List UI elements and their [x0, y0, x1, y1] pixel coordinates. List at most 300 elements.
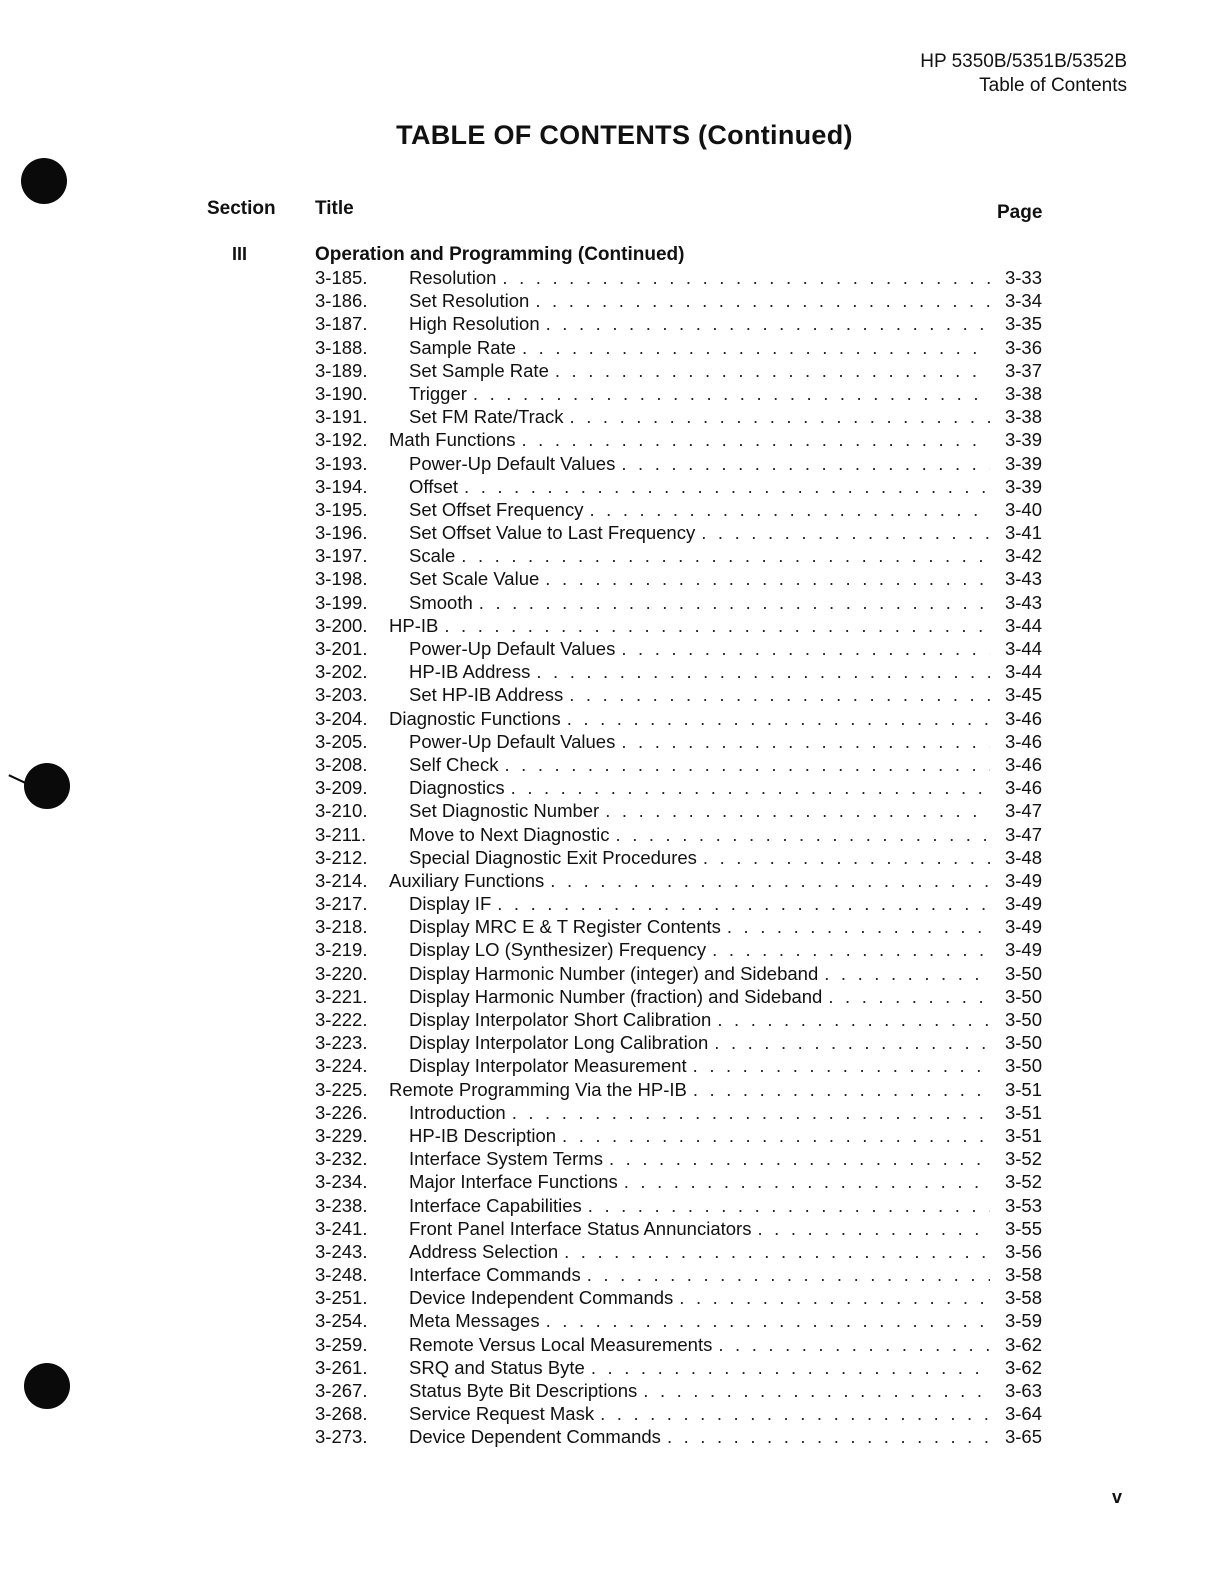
- toc-entry-number: 3-229.: [315, 1124, 368, 1146]
- toc-entry[interactable]: [315, 382, 1042, 405]
- toc-entry-page: 3-43: [1004, 568, 1042, 590]
- toc-entry-title: Auxiliary Functions: [389, 869, 545, 891]
- toc-entry-title: Power-Up Default Values: [409, 730, 616, 752]
- toc-entry-page: 3-62: [1004, 1333, 1042, 1355]
- leader-dots: [605, 799, 990, 822]
- toc-entry-page: 3-39: [1004, 429, 1042, 451]
- toc-entry-page: 3-53: [1004, 1194, 1042, 1216]
- toc-entry-title: Set Resolution: [409, 290, 530, 312]
- toc-entry-page: 3-47: [1004, 823, 1042, 845]
- toc-entry-body: [409, 962, 1042, 985]
- toc-entry[interactable]: [315, 567, 1042, 590]
- leader-dots: [701, 521, 990, 544]
- toc-entry[interactable]: [315, 1101, 1042, 1124]
- toc-entry-page: 3-48: [1004, 846, 1042, 868]
- toc-entry-number: 3-208.: [315, 753, 368, 775]
- toc-entry-body: [409, 915, 1042, 938]
- toc-entry[interactable]: [315, 846, 1042, 869]
- toc-entry-body: [409, 544, 1042, 567]
- leader-dots: [550, 869, 990, 892]
- header-doc-section: Table of Contents: [979, 75, 1127, 96]
- toc-entry-title: Special Diagnostic Exit Procedures: [409, 846, 697, 868]
- leader-dots: [624, 1170, 990, 1193]
- toc-entry-page: 3-50: [1004, 1055, 1042, 1077]
- toc-entry-number: 3-223.: [315, 1032, 368, 1054]
- toc-entry-page: 3-44: [1004, 614, 1042, 636]
- toc-entry-title: Diagnostics: [409, 777, 505, 799]
- toc-entry[interactable]: [315, 1147, 1042, 1170]
- leader-dots: [444, 614, 990, 637]
- toc-entry-number: 3-251.: [315, 1287, 368, 1309]
- toc-entry-number: 3-194.: [315, 475, 368, 497]
- toc-entry[interactable]: [315, 823, 1042, 846]
- toc-entry[interactable]: [315, 428, 1042, 451]
- leader-dots: [588, 1194, 990, 1217]
- toc-entry-title: Smooth: [409, 591, 473, 613]
- toc-entry-body: [409, 359, 1042, 382]
- toc-entry-title: Move to Next Diagnostic: [409, 823, 610, 845]
- toc-entry-body: [409, 1147, 1042, 1170]
- leader-dots: [521, 428, 990, 451]
- toc-entry[interactable]: [315, 1170, 1042, 1193]
- toc-entry-title: Display Harmonic Number (integer) and Sideband: [409, 962, 819, 984]
- toc-entry-page: 3-45: [1004, 684, 1042, 706]
- leader-dots: [600, 1402, 990, 1425]
- toc-entry-body: [409, 1031, 1042, 1054]
- toc-entry-title: Set Offset Frequency: [409, 498, 584, 520]
- toc-entry[interactable]: [315, 892, 1042, 915]
- toc-entry-page: 3-46: [1004, 777, 1042, 799]
- toc-entry-number: 3-214.: [315, 869, 368, 891]
- toc-entry-number: 3-220.: [315, 962, 368, 984]
- toc-entry-title: Display IF: [409, 893, 492, 915]
- toc-entry-title: Set Diagnostic Number: [409, 800, 600, 822]
- toc-entry-number: 3-259.: [315, 1333, 368, 1355]
- toc-entry-number: 3-248.: [315, 1264, 368, 1286]
- toc-entry[interactable]: [315, 1054, 1042, 1077]
- leader-dots: [535, 289, 990, 312]
- toc-entry-body: [409, 521, 1042, 544]
- toc-entry-body: [409, 591, 1042, 614]
- toc-entry-number: 3-219.: [315, 939, 368, 961]
- toc-entry-title: Power-Up Default Values: [409, 452, 616, 474]
- toc-entry-page: 3-44: [1004, 661, 1042, 683]
- toc-entry-body: [409, 1054, 1042, 1077]
- toc-entry-number: 3-268.: [315, 1403, 368, 1425]
- toc-entry-page: 3-63: [1004, 1380, 1042, 1401]
- toc-entry-body: [389, 428, 1042, 451]
- toc-entry-page: 3-46: [1004, 730, 1042, 752]
- toc-entry[interactable]: [315, 915, 1042, 938]
- leader-dots: [562, 1124, 990, 1147]
- leader-dots: [545, 567, 990, 590]
- toc-entry[interactable]: [315, 938, 1042, 961]
- toc-entry-title: Device Independent Commands: [409, 1287, 674, 1309]
- toc-entry-body: [409, 1379, 1042, 1402]
- toc-entry-number: 3-202.: [315, 661, 368, 683]
- toc-entry-body: [409, 289, 1042, 312]
- toc-entry[interactable]: [315, 452, 1042, 475]
- toc-entry-number: 3-222.: [315, 1009, 368, 1030]
- toc-entry-title: Interface Commands: [409, 1264, 581, 1286]
- toc-entry-body: [409, 452, 1042, 475]
- toc-entry-body: [409, 475, 1042, 498]
- toc-entry-number: 3-191.: [315, 406, 368, 428]
- toc-entry-number: 3-204.: [315, 707, 368, 729]
- leader-dots: [643, 1379, 990, 1402]
- toc-entry-title: Self Check: [409, 753, 499, 775]
- toc-entry[interactable]: [315, 1240, 1042, 1263]
- toc-entry[interactable]: [315, 521, 1042, 544]
- toc-entry-title: Introduction: [409, 1101, 506, 1123]
- leader-dots: [536, 660, 990, 683]
- toc-entry-number: 3-238.: [315, 1194, 368, 1216]
- toc-entry-number: 3-212.: [315, 846, 368, 868]
- toc-entry-page: 3-64: [1004, 1403, 1042, 1425]
- leader-dots: [479, 591, 990, 614]
- toc-entry[interactable]: [315, 1379, 1042, 1402]
- leader-dots: [464, 475, 990, 498]
- toc-entry-page: 3-59: [1004, 1310, 1042, 1332]
- toc-entry-title: High Resolution: [409, 313, 540, 335]
- toc-entry-number: 3-200.: [315, 614, 368, 636]
- toc-entry-number: 3-195.: [315, 498, 368, 520]
- binder-hole-middle: [24, 763, 70, 809]
- leader-dots: [555, 359, 990, 382]
- toc-entry-body: [409, 1309, 1042, 1332]
- toc-entry[interactable]: [315, 799, 1042, 822]
- leader-dots: [667, 1425, 990, 1448]
- toc-entry-number: 3-192.: [315, 429, 368, 451]
- toc-entry[interactable]: [315, 1194, 1042, 1217]
- leader-dots: [621, 637, 990, 660]
- toc-entry[interactable]: [315, 753, 1042, 776]
- column-header-section: Section: [207, 198, 276, 219]
- leader-dots: [589, 498, 990, 521]
- toc-entry-title: Set Offset Value to Last Frequency: [409, 522, 696, 544]
- toc-entry[interactable]: [315, 1217, 1042, 1240]
- toc-entry[interactable]: [315, 1263, 1042, 1286]
- toc-entry-page: 3-37: [1004, 359, 1042, 381]
- toc-entry-page: 3-39: [1004, 452, 1042, 474]
- toc-entry[interactable]: [315, 1425, 1042, 1448]
- toc-entry-title: Service Request Mask: [409, 1403, 595, 1425]
- toc-entry[interactable]: [315, 544, 1042, 567]
- toc-entry-title: Status Byte Bit Descriptions: [409, 1380, 638, 1401]
- leader-dots: [621, 730, 990, 753]
- toc-entry-page: 3-58: [1004, 1287, 1042, 1309]
- toc-entry-title: Offset: [409, 475, 459, 497]
- toc-entry[interactable]: [315, 1356, 1042, 1379]
- toc-entry-title: HP-IB: [389, 614, 439, 636]
- toc-entry-number: 3-198.: [315, 568, 368, 590]
- toc-entry-body: [409, 405, 1042, 428]
- toc-entry[interactable]: [315, 683, 1042, 706]
- leader-dots: [727, 915, 990, 938]
- toc-entry-body: [409, 1286, 1042, 1309]
- toc-entry[interactable]: [315, 614, 1042, 637]
- toc-entry-title: Display LO (Synthesizer) Frequency: [409, 939, 707, 961]
- toc-entry-title: Resolution: [409, 267, 497, 288]
- leader-dots: [718, 1333, 990, 1356]
- toc-entry-body: [409, 637, 1042, 660]
- toc-entry-page: 3-46: [1004, 707, 1042, 729]
- running-header: [920, 50, 1127, 98]
- column-header-title: Title: [315, 198, 354, 219]
- toc-entry-body: [409, 730, 1042, 753]
- toc-entry-page: 3-49: [1004, 869, 1042, 891]
- binder-hole-mark: [8, 774, 25, 783]
- toc-entry[interactable]: [315, 1309, 1042, 1332]
- toc-entry[interactable]: [315, 475, 1042, 498]
- toc-entry-page: 3-42: [1004, 545, 1042, 567]
- leader-dots: [717, 1008, 990, 1031]
- toc-list: [315, 266, 1042, 1449]
- toc-entry-page: 3-38: [1004, 406, 1042, 428]
- leader-dots: [522, 336, 990, 359]
- toc-entry[interactable]: [315, 591, 1042, 614]
- toc-entry-page: 3-50: [1004, 1009, 1042, 1030]
- toc-entry-title: Set HP-IB Address: [409, 684, 564, 706]
- toc-entry-number: 3-187.: [315, 313, 368, 335]
- toc-entry-number: 3-185.: [315, 267, 368, 288]
- leader-dots: [461, 544, 990, 567]
- toc-entry-body: [409, 799, 1042, 822]
- toc-entry-number: 3-203.: [315, 684, 368, 706]
- toc-entry-body: [409, 683, 1042, 706]
- toc-entry-title: HP-IB Description: [409, 1124, 557, 1146]
- toc-entry-title: HP-IB Address: [409, 661, 531, 683]
- toc-entry-number: 3-224.: [315, 1055, 368, 1077]
- toc-entry[interactable]: [315, 359, 1042, 382]
- toc-entry-number: 3-199.: [315, 591, 368, 613]
- leader-dots: [570, 405, 990, 428]
- toc-entry-title: Device Dependent Commands: [409, 1426, 661, 1448]
- toc-entry-number: 3-196.: [315, 522, 368, 544]
- toc-entry-number: 3-221.: [315, 985, 368, 1007]
- toc-entry-number: 3-193.: [315, 452, 368, 474]
- toc-entry-page: 3-35: [1004, 313, 1042, 335]
- toc-entry-title: Interface Capabilities: [409, 1194, 582, 1216]
- toc-entry-title: Sample Rate: [409, 336, 516, 358]
- leader-dots: [616, 823, 990, 846]
- binder-hole-bottom: [24, 1363, 70, 1409]
- leader-dots: [546, 1309, 990, 1332]
- toc-entry-body: [409, 1263, 1042, 1286]
- toc-entry-number: 3-188.: [315, 336, 368, 358]
- toc-entry-page: 3-40: [1004, 498, 1042, 520]
- toc-entry-page: 3-38: [1004, 382, 1042, 404]
- toc-entry-number: 3-232.: [315, 1148, 368, 1170]
- leader-dots: [693, 1054, 990, 1077]
- leader-dots: [712, 938, 990, 961]
- toc-entry-number: 3-261.: [315, 1356, 368, 1378]
- toc-entry-number: 3-210.: [315, 800, 368, 822]
- toc-entry[interactable]: [315, 1031, 1042, 1054]
- toc-entry-title: Math Functions: [389, 429, 516, 451]
- toc-entry[interactable]: [315, 962, 1042, 985]
- toc-entry-number: 3-209.: [315, 777, 368, 799]
- toc-entry-title: Display Interpolator Measurement: [409, 1055, 687, 1077]
- leader-dots: [473, 382, 990, 405]
- leader-dots: [511, 776, 990, 799]
- toc-entry-body: [409, 1425, 1042, 1448]
- toc-entry-title: Display MRC E & T Register Contents: [409, 916, 721, 938]
- leader-dots: [824, 962, 990, 985]
- toc-entry[interactable]: [315, 1124, 1042, 1147]
- toc-entry-body: [409, 660, 1042, 683]
- toc-entry-number: 3-201.: [315, 638, 368, 659]
- toc-entry-body: [409, 266, 1042, 289]
- toc-entry-page: 3-49: [1004, 939, 1042, 961]
- toc-entry-title: Scale: [409, 545, 456, 567]
- toc-entry-body: [409, 846, 1042, 869]
- toc-entry-body: [409, 823, 1042, 846]
- toc-entry-page: 3-33: [1004, 267, 1042, 288]
- toc-entry-page: 3-56: [1004, 1240, 1042, 1262]
- section-group-title: Operation and Programming (Continued): [315, 244, 685, 265]
- toc-entry-title: Display Interpolator Short Calibration: [409, 1009, 712, 1030]
- page-folio: v: [1112, 1487, 1123, 1507]
- toc-entry[interactable]: [315, 1008, 1042, 1031]
- toc-entry-title: Display Harmonic Number (fraction) and Sideband: [409, 985, 823, 1007]
- toc-entry-number: 3-234.: [315, 1171, 368, 1193]
- toc-entry-number: 3-186.: [315, 290, 368, 312]
- toc-entry[interactable]: [315, 985, 1042, 1008]
- toc-entry-number: 3-273.: [315, 1426, 368, 1448]
- toc-entry[interactable]: [315, 730, 1042, 753]
- toc-entry-title: Major Interface Functions: [409, 1171, 618, 1193]
- toc-entry-page: 3-39: [1004, 475, 1042, 497]
- toc-entry-body: [409, 1402, 1042, 1425]
- toc-entry-number: 3-225.: [315, 1078, 368, 1100]
- toc-entry-body: [409, 1194, 1042, 1217]
- column-header-page: Page: [997, 202, 1043, 223]
- leader-dots: [609, 1147, 990, 1170]
- toc-entry-number: 3-218.: [315, 916, 368, 938]
- binder-hole-top: [21, 158, 67, 204]
- toc-entry[interactable]: [315, 660, 1042, 683]
- toc-entry[interactable]: [315, 637, 1042, 660]
- header-model-line: HP 5350B/5351B/5352B: [920, 51, 1127, 72]
- toc-entry-page: 3-49: [1004, 916, 1042, 938]
- toc-entry-page: 3-58: [1004, 1264, 1042, 1286]
- toc-entry-body: [389, 707, 1042, 730]
- toc-entry-title: SRQ and Status Byte: [409, 1356, 585, 1378]
- toc-entry-page: 3-46: [1004, 753, 1042, 775]
- toc-entry-number: 3-189.: [315, 359, 368, 381]
- toc-entry-body: [409, 985, 1042, 1008]
- toc-entry-number: 3-243.: [315, 1240, 368, 1262]
- toc-entry[interactable]: [315, 1286, 1042, 1309]
- toc-entry[interactable]: [315, 869, 1042, 892]
- leader-dots: [714, 1031, 990, 1054]
- toc-entry-title: Set FM Rate/Track: [409, 406, 564, 428]
- leader-dots: [828, 985, 990, 1008]
- toc-entry-body: [409, 776, 1042, 799]
- toc-entry[interactable]: [315, 289, 1042, 312]
- toc-entry[interactable]: [315, 707, 1042, 730]
- toc-entry-body: [409, 382, 1042, 405]
- toc-entry-title: Remote Programming Via the HP-IB: [389, 1078, 687, 1100]
- toc-entry[interactable]: [315, 405, 1042, 428]
- toc-entry[interactable]: [315, 1078, 1042, 1101]
- toc-entry-page: 3-34: [1004, 290, 1042, 312]
- section-number: III: [232, 244, 248, 264]
- toc-entry-page: 3-52: [1004, 1171, 1042, 1193]
- toc-entry-title: Interface System Terms: [409, 1148, 603, 1170]
- toc-entry[interactable]: [315, 498, 1042, 521]
- toc-entry-title: Diagnostic Functions: [389, 707, 561, 729]
- leader-dots: [693, 1078, 990, 1101]
- toc-entry[interactable]: [315, 312, 1042, 335]
- toc-entry-body: [409, 498, 1042, 521]
- toc-entry-body: [409, 1333, 1042, 1356]
- toc-entry-body: [409, 567, 1042, 590]
- toc-entry-page: 3-44: [1004, 638, 1042, 659]
- toc-entry-page: 3-51: [1004, 1101, 1042, 1123]
- leader-dots: [567, 707, 990, 730]
- toc-entry-number: 3-197.: [315, 545, 368, 567]
- toc-entry[interactable]: [315, 266, 1042, 289]
- toc-entry-page: 3-49: [1004, 893, 1042, 915]
- toc-entry-body: [409, 312, 1042, 335]
- leader-dots: [679, 1286, 990, 1309]
- toc-entry-body: [409, 1124, 1042, 1147]
- toc-entry[interactable]: [315, 336, 1042, 359]
- toc-entry-number: 3-211.: [315, 823, 367, 845]
- toc-entry-page: 3-62: [1004, 1356, 1042, 1378]
- toc-entry-body: [389, 1078, 1042, 1101]
- toc-entry-body: [409, 938, 1042, 961]
- toc-entry-number: 3-217.: [315, 893, 368, 915]
- toc-entry-title: Set Sample Rate: [409, 359, 549, 381]
- toc-entry-body: [409, 892, 1042, 915]
- toc-entry-body: [409, 1217, 1042, 1240]
- toc-entry-title: Trigger: [409, 382, 467, 404]
- toc-entry[interactable]: [315, 776, 1042, 799]
- toc-entry-title: Set Scale Value: [409, 568, 540, 590]
- toc-entry[interactable]: [315, 1333, 1042, 1356]
- toc-entry-page: 3-41: [1004, 522, 1042, 544]
- toc-entry-number: 3-267.: [315, 1380, 368, 1401]
- leader-dots: [546, 312, 990, 335]
- toc-entry-page: 3-50: [1004, 985, 1042, 1007]
- toc-entry-number: 3-254.: [315, 1310, 368, 1332]
- toc-entry-page: 3-50: [1004, 962, 1042, 984]
- leader-dots: [591, 1356, 990, 1379]
- toc-entry-body: [409, 336, 1042, 359]
- toc-entry-page: 3-55: [1004, 1217, 1042, 1239]
- toc-entry-body: [389, 614, 1042, 637]
- toc-entry-page: 3-65: [1004, 1426, 1042, 1448]
- toc-entry-body: [409, 1240, 1042, 1263]
- toc-entry[interactable]: [315, 1402, 1042, 1425]
- toc-entry-number: 3-190.: [315, 382, 368, 404]
- leader-dots: [512, 1101, 990, 1124]
- toc-entry-number: 3-241.: [315, 1217, 368, 1239]
- toc-entry-title: Display Interpolator Long Calibration: [409, 1032, 709, 1054]
- leader-dots: [497, 892, 990, 915]
- toc-entry-body: [409, 753, 1042, 776]
- page-title: TABLE OF CONTENTS (Continued): [396, 120, 853, 150]
- toc-entry-title: Front Panel Interface Status Annunciators: [409, 1217, 752, 1239]
- toc-entry-page: 3-36: [1004, 336, 1042, 358]
- leader-dots: [621, 452, 990, 475]
- leader-dots: [504, 753, 990, 776]
- leader-dots: [757, 1217, 990, 1240]
- leader-dots: [564, 1240, 990, 1263]
